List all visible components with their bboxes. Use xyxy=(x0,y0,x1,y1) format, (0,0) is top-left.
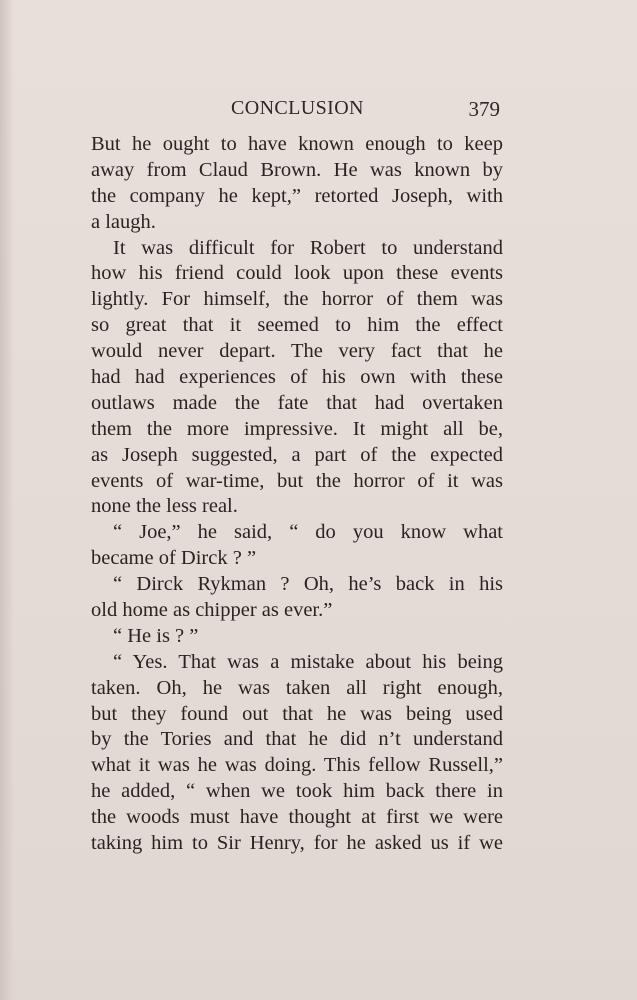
text-line: away from Claud Brown. He was known by xyxy=(91,158,503,181)
text-line: what it was he was doing. This fellow Russell,” xyxy=(91,754,503,777)
text-line: none the less real. xyxy=(91,495,238,518)
text-line: outlaws made the fate that had overtaken xyxy=(91,391,503,414)
text-line: But he ought to have known enough to keep xyxy=(91,133,503,155)
text-line: as Joseph suggested, a part of the expected xyxy=(91,443,503,466)
text-line: events of war-time, but the horror of it was xyxy=(91,469,503,492)
text-line: by the Tories and that he did n’t understand xyxy=(91,728,503,751)
text-line: he added, “ when we took him back there in xyxy=(91,780,503,803)
text-line: had had experiences of his own with these xyxy=(91,366,503,389)
text-line: them the more impressive. It might all be, xyxy=(91,417,503,440)
text-line: lightly. For himself, the horror of them was xyxy=(91,288,503,311)
page-edge-shadow xyxy=(0,0,14,1000)
text-line: would never depart. The very fact that he xyxy=(91,340,503,363)
text-line: but they found out that he was being used xyxy=(91,702,503,725)
text-line: the company he kept,” retorted Joseph, with xyxy=(91,184,503,207)
text-line: how his friend could look upon these events xyxy=(91,262,503,285)
text-line: a laugh. xyxy=(91,210,156,233)
text-line: so great that it seemed to him the effect xyxy=(91,314,503,337)
running-head: CONCLUSION xyxy=(231,97,364,119)
text-line: “ He is ? ” xyxy=(113,624,199,647)
page-number: 379 xyxy=(468,97,500,121)
text-line: It was difficult for Robert to understand xyxy=(113,236,503,259)
text-line: taken. Oh, he was taken all right enough, xyxy=(91,676,503,699)
text-line: “ Yes. That was a mistake about his being xyxy=(113,650,503,673)
body-text xyxy=(91,132,503,857)
text-line: “ Dirck Rykman ? Oh, he’s back in his xyxy=(113,573,503,596)
text-line: became of Dirck ? ” xyxy=(91,547,257,570)
page-header xyxy=(93,97,500,127)
text-line: old home as chipper as ever.” xyxy=(91,599,333,622)
text-line: the woods must have thought at first we were xyxy=(91,806,503,829)
text-line: taking him to Sir Henry, for he asked us if we xyxy=(91,832,503,855)
text-line: “ Joe,” he said, “ do you know what xyxy=(113,521,503,544)
